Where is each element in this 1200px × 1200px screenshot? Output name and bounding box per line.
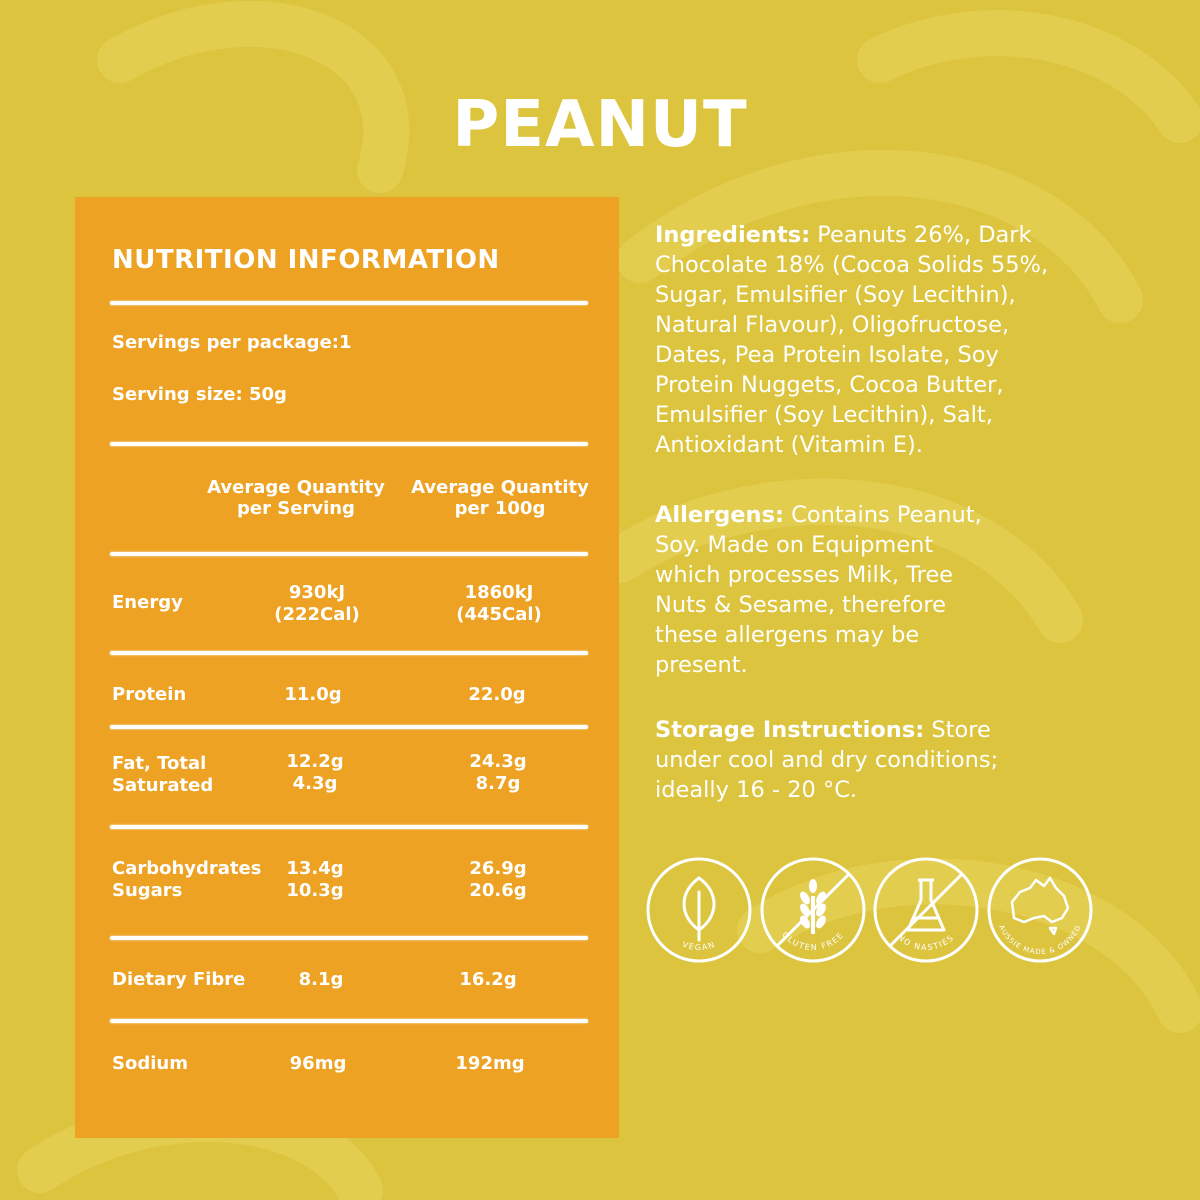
column-header-per-100g [400, 477, 600, 519]
svg-text:NO NASTIES [896, 933, 956, 952]
row-label-dietary-fibre: Dietary Fibre [112, 969, 246, 990]
ingredients-label: Ingredients: [655, 222, 811, 248]
ingredients-text-line: Chocolate 18% (Cocoa Solids 55%, [655, 252, 1049, 278]
leaf-icon [684, 878, 714, 940]
value-line: 1860kJ [464, 582, 534, 603]
value-line: 8.7g [475, 773, 521, 794]
protein-per-100g: 22.0g [468, 684, 526, 705]
allergens-text-line: which processes Milk, Tree [655, 562, 954, 588]
no-nasties-badge [872, 856, 980, 964]
row-label-line: Saturated [112, 775, 214, 796]
fibre-per-100g: 16.2g [459, 969, 517, 990]
allergens-text-line: Soy. Made on Equipment [655, 532, 934, 558]
allergens-text-line: Nuts & Sesame, therefore [655, 592, 946, 618]
sodium-per-serving: 96mg [289, 1053, 347, 1074]
value-line: 4.3g [292, 773, 338, 794]
storage-block [655, 715, 1105, 805]
servings-per-package: Servings per package:1 [112, 332, 352, 353]
svg-text:VEGAN [681, 940, 717, 952]
fat-per-100g [418, 751, 578, 795]
row-label-protein: Protein [112, 684, 187, 705]
fibre-per-serving: 8.1g [298, 969, 344, 990]
fat-per-serving [235, 751, 395, 795]
allergens-text-line: Contains Peanut, [783, 502, 982, 528]
storage-text-line: ideally 16 - 20 °C. [655, 777, 858, 803]
ingredients-text-line: Sugar, Emulsifier (Soy Lecithin), [655, 282, 1016, 308]
ingredients-text-line: Emulsifier (Soy Lecithin), Salt, [655, 402, 993, 428]
row-label-fat [112, 753, 213, 797]
divider [110, 825, 588, 829]
column-header-line: per 100g [454, 498, 546, 519]
allergens-text-line: these allergens may be [655, 622, 920, 648]
value-line: 13.4g [286, 858, 344, 879]
value-line: 26.9g [469, 858, 527, 879]
protein-per-serving: 11.0g [284, 684, 342, 705]
column-header-per-serving [196, 477, 396, 519]
storage-text-line: under cool and dry conditions; [655, 747, 999, 773]
storage-text-line: Store [924, 717, 991, 743]
value-line: 10.3g [286, 880, 344, 901]
energy-per-100g [419, 582, 579, 626]
value-line: (445Cal) [456, 604, 542, 625]
row-label-line: Carbohydrates [112, 858, 262, 879]
ingredients-text-line: Natural Flavour), Oligofructose, [655, 312, 1010, 338]
carbohydrates-per-serving [235, 858, 395, 902]
divider [110, 725, 588, 729]
ingredients-text-line: Protein Nuggets, Cocoa Butter, [655, 372, 1004, 398]
value-line: 20.6g [469, 880, 527, 901]
value-line: 12.2g [286, 751, 344, 772]
badge-label: VEGAN [680, 939, 718, 953]
divider [110, 1019, 588, 1023]
aussie-made-badge [986, 856, 1094, 964]
column-header-line: per Serving [237, 498, 355, 519]
divider [110, 936, 588, 940]
energy-per-serving [237, 582, 397, 626]
ingredients-text-line: Peanuts 26%, Dark [810, 222, 1032, 248]
row-label-line: Sugars [112, 880, 183, 901]
storage-label: Storage Instructions: [655, 717, 925, 743]
row-label-line: Fat, Total [112, 753, 207, 774]
divider [110, 552, 588, 556]
australia-map-icon [1012, 878, 1068, 934]
ingredients-block [655, 220, 1105, 460]
row-label-energy: Energy [112, 592, 183, 613]
value-line: (222Cal) [274, 604, 360, 625]
allergens-label: Allergens: [655, 502, 784, 528]
badge-label: NO NASTIES [895, 932, 957, 953]
sodium-per-100g: 192mg [455, 1053, 525, 1074]
row-label-sodium: Sodium [112, 1053, 188, 1074]
wheat-crossed-icon [798, 879, 828, 934]
serving-size: Serving size: 50g [112, 384, 287, 405]
column-header-line: Average Quantity [411, 477, 589, 498]
nutrition-panel [75, 197, 619, 1138]
carbohydrates-per-100g [418, 858, 578, 902]
ingredients-text-line: Dates, Pea Protein Isolate, Soy [655, 342, 999, 368]
divider [110, 651, 588, 655]
value-line: 930kJ [288, 582, 346, 603]
allergens-text-line: present. [655, 652, 748, 678]
value-line: 24.3g [469, 751, 527, 772]
ingredients-text-line: Antioxidant (Vitamin E). [655, 432, 923, 458]
divider [110, 301, 588, 305]
divider [110, 442, 588, 446]
vegan-badge [645, 856, 753, 964]
allergens-block [655, 500, 1105, 680]
badge-label: AUSSIE MADE & OWNED [997, 923, 1083, 957]
badge-label: GLUTEN FREE [780, 930, 846, 953]
gluten-free-badge [759, 856, 867, 964]
product-title: PEANUT [452, 88, 748, 162]
column-header-line: Average Quantity [207, 477, 385, 498]
nutrition-heading: NUTRITION INFORMATION [112, 245, 500, 275]
